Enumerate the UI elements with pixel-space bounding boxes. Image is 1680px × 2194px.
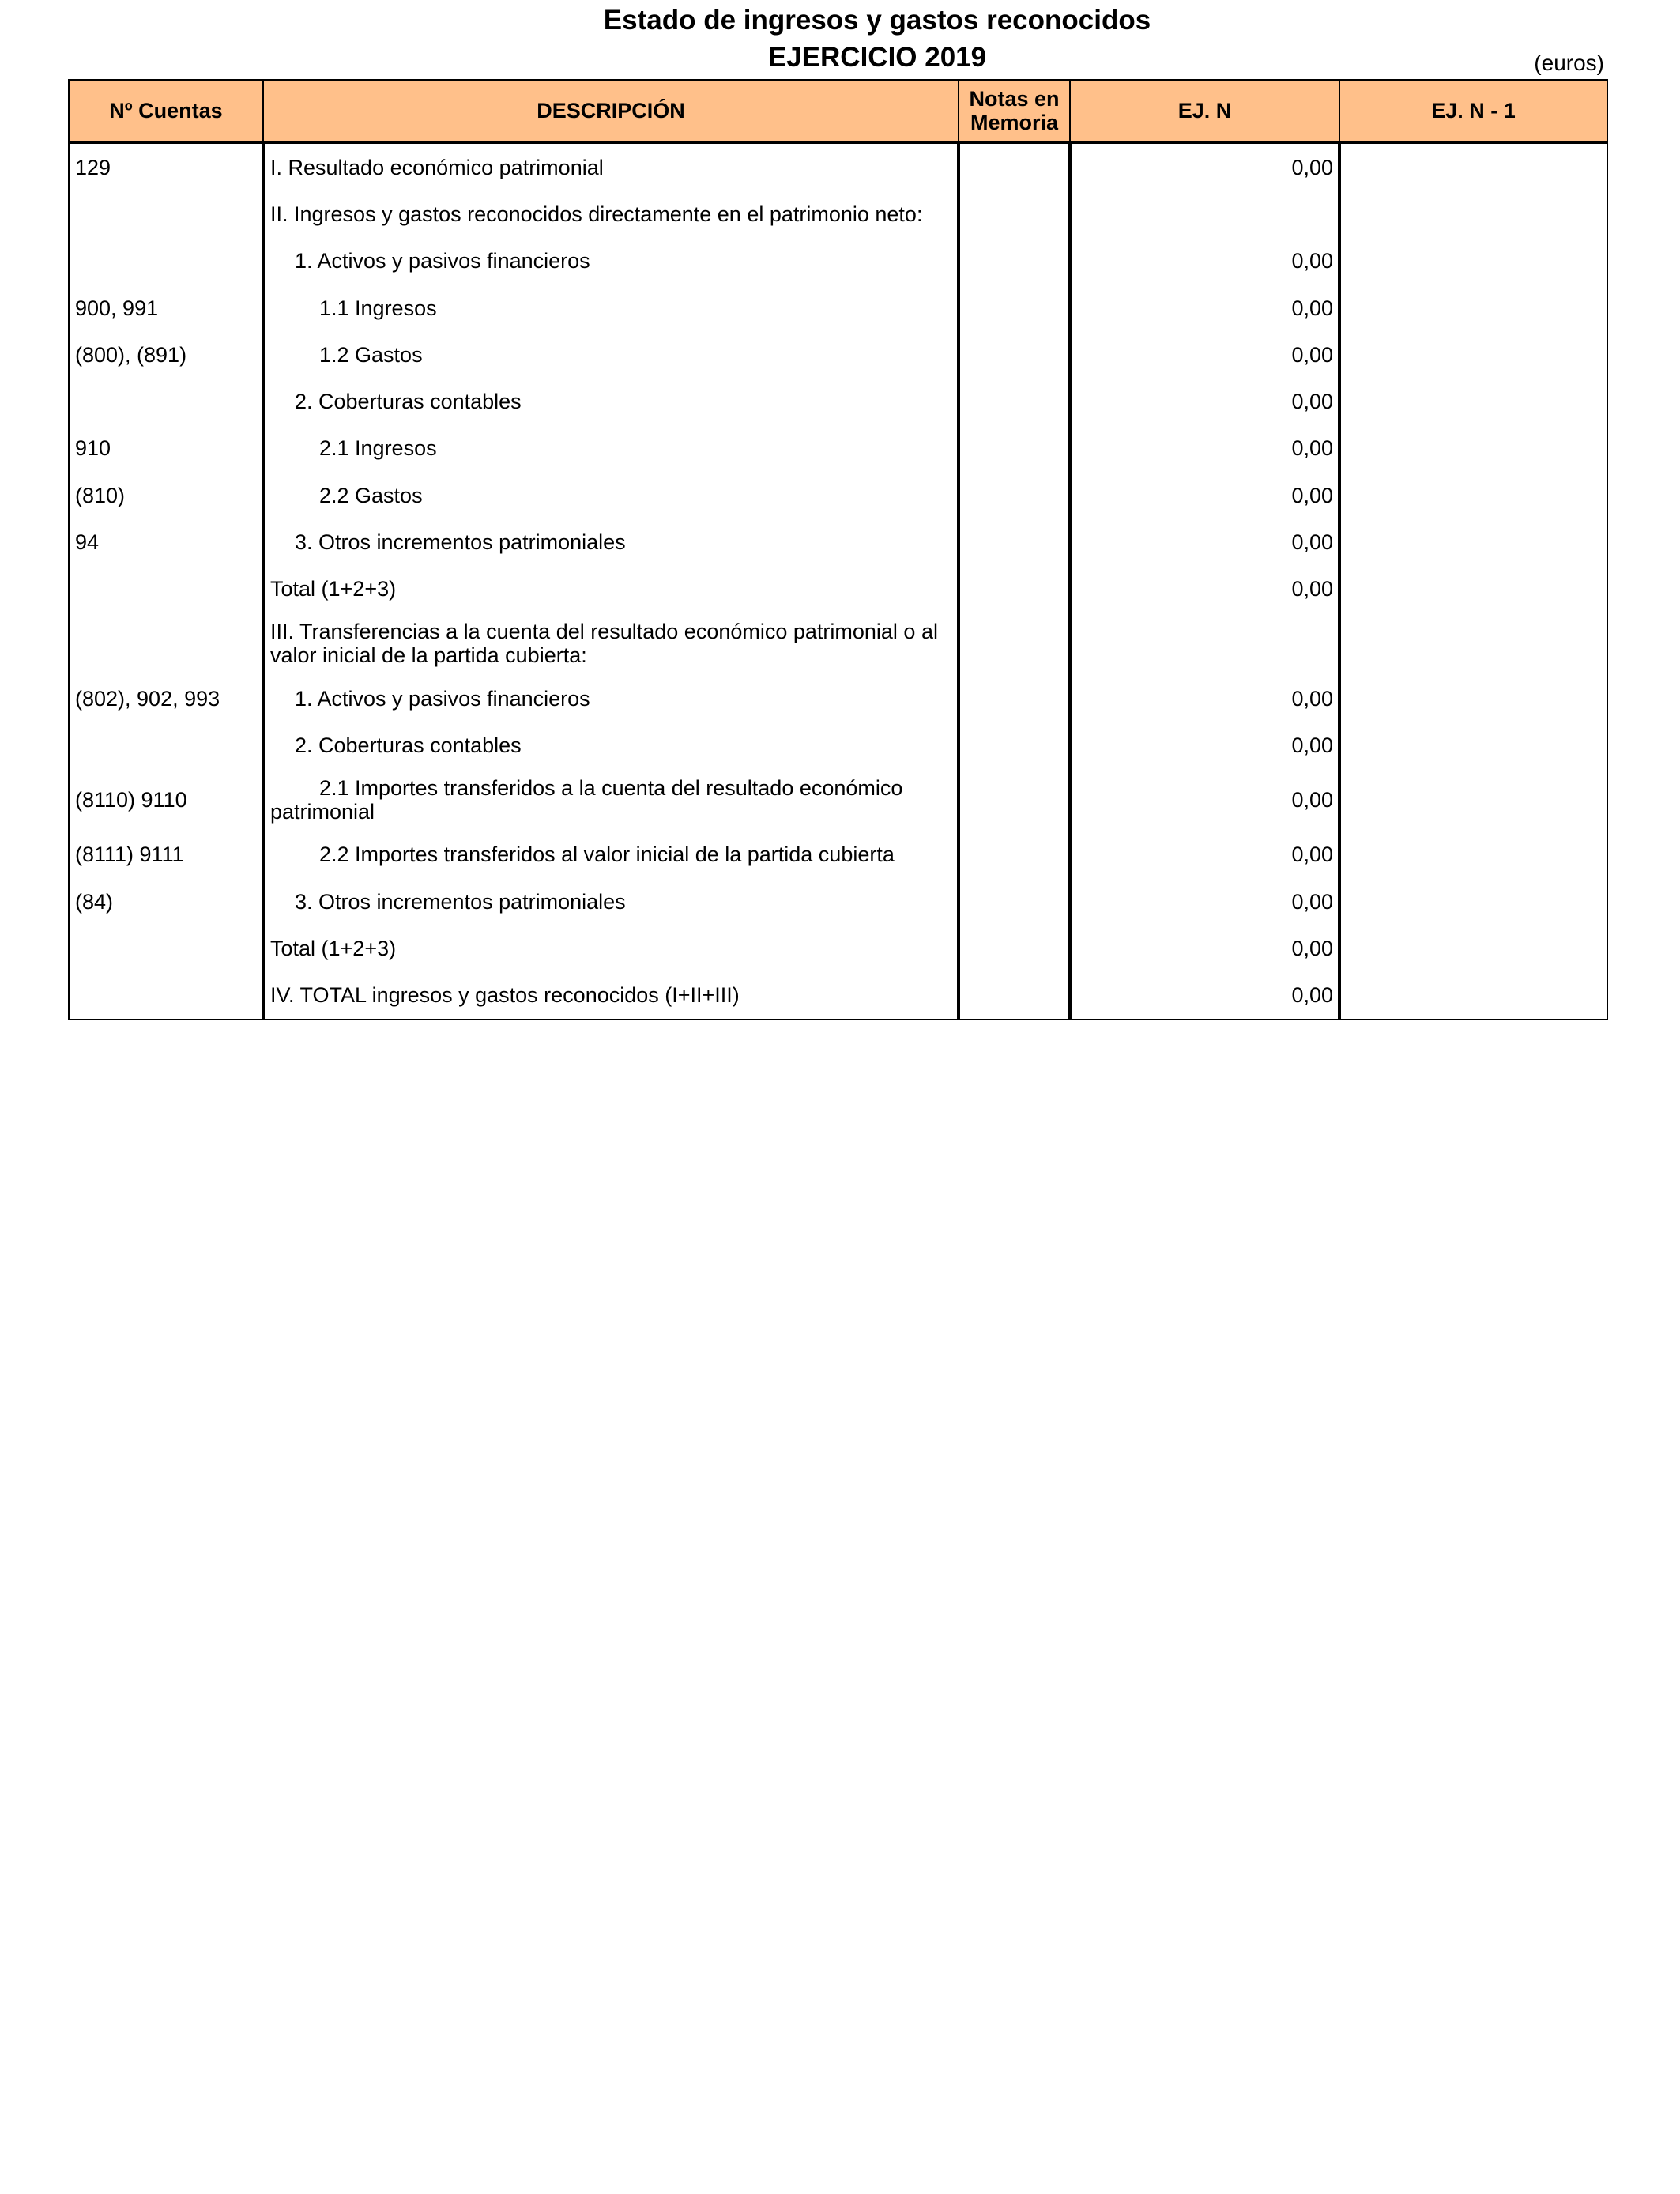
header-accounts: Nº Cuentas	[69, 80, 263, 142]
ej-n-1-cell	[1339, 425, 1607, 472]
notes-cell	[959, 675, 1070, 722]
notes-cell	[959, 769, 1070, 831]
description-cell	[263, 425, 959, 472]
income-expense-table	[68, 79, 1608, 1020]
description-cell	[263, 285, 959, 331]
account-cell: (8111) 9111	[69, 831, 263, 878]
ej-n-1-cell	[1339, 518, 1607, 565]
description-cell	[263, 769, 959, 831]
description-text: IV. TOTAL ingresos y gastos reconocidos (I+II+III)	[270, 983, 740, 1008]
description-text: 1.1 Ingresos	[319, 296, 437, 320]
description-text: 3. Otros incrementos patrimoniales	[295, 530, 626, 555]
account-cell: (8110) 9110	[69, 769, 263, 831]
table-row	[69, 971, 1607, 1019]
description-text: 2.1 Importes transferidos a la cuenta del resultado económico patrimonial	[270, 776, 903, 824]
description-cell	[263, 190, 959, 237]
ej-n-cell: 0,00	[1070, 971, 1339, 1019]
ej-n-cell: 0,00	[1070, 142, 1339, 190]
notes-cell	[959, 613, 1070, 675]
description-text: 3. Otros incrementos patrimoniales	[295, 889, 626, 914]
description-cell	[263, 566, 959, 613]
notes-cell	[959, 566, 1070, 613]
description-cell	[263, 331, 959, 378]
account-cell: (802), 902, 993	[69, 675, 263, 722]
notes-cell	[959, 925, 1070, 971]
description-text: Total (1+2+3)	[270, 577, 397, 601]
account-cell	[69, 722, 263, 768]
ej-n-1-cell	[1339, 472, 1607, 518]
statement-title: Estado de ingresos y gastos reconocidos	[603, 5, 1151, 36]
ej-n-cell: 0,00	[1070, 238, 1339, 285]
description-cell	[263, 142, 959, 190]
notes-cell	[959, 831, 1070, 878]
table-row	[69, 613, 1607, 675]
table-row	[69, 425, 1607, 472]
ej-n-1-cell	[1339, 331, 1607, 378]
ej-n-cell: 0,00	[1070, 769, 1339, 831]
description-cell	[263, 722, 959, 768]
description-text: 2.2 Importes transferidos al valor inicial de la partida cubierta	[319, 843, 895, 867]
table-row	[69, 566, 1607, 613]
ej-n-cell: 0,00	[1070, 878, 1339, 925]
notes-cell	[959, 472, 1070, 518]
notes-cell	[959, 425, 1070, 472]
description-text: III. Transferencias a la cuenta del resultado económico patrimonial o al valor inicial de la partida cubierta:	[270, 620, 938, 668]
ej-n-1-cell	[1339, 566, 1607, 613]
ej-n-1-cell	[1339, 925, 1607, 971]
description-cell	[263, 925, 959, 971]
header-ej-n-1: EJ. N - 1	[1339, 80, 1607, 142]
description-cell	[263, 971, 959, 1019]
account-cell: 910	[69, 425, 263, 472]
account-cell	[69, 613, 263, 675]
ej-n-cell: 0,00	[1070, 331, 1339, 378]
notes-cell	[959, 238, 1070, 285]
ej-n-1-cell	[1339, 722, 1607, 768]
description-cell	[263, 831, 959, 878]
header-notes: Notas en Memoria	[959, 80, 1070, 142]
ej-n-1-cell	[1339, 238, 1607, 285]
account-cell	[69, 971, 263, 1019]
description-cell	[263, 878, 959, 925]
account-cell: (800), (891)	[69, 331, 263, 378]
account-cell	[69, 238, 263, 285]
ej-n-cell: 0,00	[1070, 425, 1339, 472]
ej-n-1-cell	[1339, 613, 1607, 675]
table-row	[69, 378, 1607, 424]
table-row	[69, 331, 1607, 378]
account-cell: 900, 991	[69, 285, 263, 331]
description-text: 2. Coberturas contables	[295, 390, 522, 414]
ej-n-1-cell	[1339, 285, 1607, 331]
table-row	[69, 238, 1607, 285]
ej-n-cell	[1070, 190, 1339, 237]
ej-n-cell: 0,00	[1070, 566, 1339, 613]
description-text: 1. Activos y pasivos financieros	[295, 249, 590, 273]
description-text: II. Ingresos y gastos reconocidos directamente en el patrimonio neto:	[270, 202, 923, 226]
description-cell	[263, 238, 959, 285]
ej-n-1-cell	[1339, 971, 1607, 1019]
description-cell	[263, 518, 959, 565]
ej-n-cell: 0,00	[1070, 472, 1339, 518]
account-cell: (810)	[69, 472, 263, 518]
ej-n-1-cell	[1339, 769, 1607, 831]
notes-cell	[959, 722, 1070, 768]
ej-n-1-cell	[1339, 378, 1607, 424]
table-header-row	[69, 80, 1607, 142]
account-cell	[69, 566, 263, 613]
table-row	[69, 285, 1607, 331]
description-text: 2.2 Gastos	[319, 483, 423, 507]
description-cell	[263, 378, 959, 424]
description-text: 2. Coberturas contables	[295, 733, 522, 757]
notes-cell	[959, 971, 1070, 1019]
description-cell	[263, 675, 959, 722]
ej-n-cell: 0,00	[1070, 722, 1339, 768]
notes-cell	[959, 378, 1070, 424]
account-cell	[69, 378, 263, 424]
description-text: 1.2 Gastos	[319, 342, 423, 367]
table-row	[69, 769, 1607, 831]
ej-n-1-cell	[1339, 142, 1607, 190]
ej-n-cell: 0,00	[1070, 285, 1339, 331]
table-row	[69, 190, 1607, 237]
exercise-year: EJERCICIO 2019	[767, 42, 987, 73]
table-row	[69, 925, 1607, 971]
notes-cell	[959, 331, 1070, 378]
header-ej-n: EJ. N	[1070, 80, 1339, 142]
description-text: Total (1+2+3)	[270, 936, 397, 960]
ej-n-cell: 0,00	[1070, 518, 1339, 565]
description-text: 1. Activos y pasivos financieros	[295, 686, 590, 711]
ej-n-cell: 0,00	[1070, 925, 1339, 971]
account-cell: 129	[69, 142, 263, 190]
notes-cell	[959, 878, 1070, 925]
ej-n-cell: 0,00	[1070, 675, 1339, 722]
table-row	[69, 722, 1607, 768]
ej-n-cell: 0,00	[1070, 831, 1339, 878]
notes-cell	[959, 190, 1070, 237]
ej-n-1-cell	[1339, 831, 1607, 878]
account-cell: (84)	[69, 878, 263, 925]
description-text: I. Resultado económico patrimonial	[270, 155, 604, 179]
table-row	[69, 472, 1607, 518]
notes-cell	[959, 142, 1070, 190]
table-row	[69, 675, 1607, 722]
table-row	[69, 831, 1607, 878]
ej-n-1-cell	[1339, 878, 1607, 925]
account-cell	[69, 190, 263, 237]
ej-n-cell: 0,00	[1070, 378, 1339, 424]
description-cell	[263, 613, 959, 675]
description-cell	[263, 472, 959, 518]
ej-n-1-cell	[1339, 675, 1607, 722]
table-row	[69, 518, 1607, 565]
account-cell	[69, 925, 263, 971]
description-text: 2.1 Ingresos	[319, 436, 437, 461]
table-row	[69, 142, 1607, 190]
notes-cell	[959, 518, 1070, 565]
account-cell: 94	[69, 518, 263, 565]
ej-n-cell	[1070, 613, 1339, 675]
currency-units: (euros)	[1534, 51, 1604, 75]
header-description: DESCRIPCIÓN	[263, 80, 959, 142]
ej-n-1-cell	[1339, 190, 1607, 237]
notes-cell	[959, 285, 1070, 331]
table-row	[69, 878, 1607, 925]
